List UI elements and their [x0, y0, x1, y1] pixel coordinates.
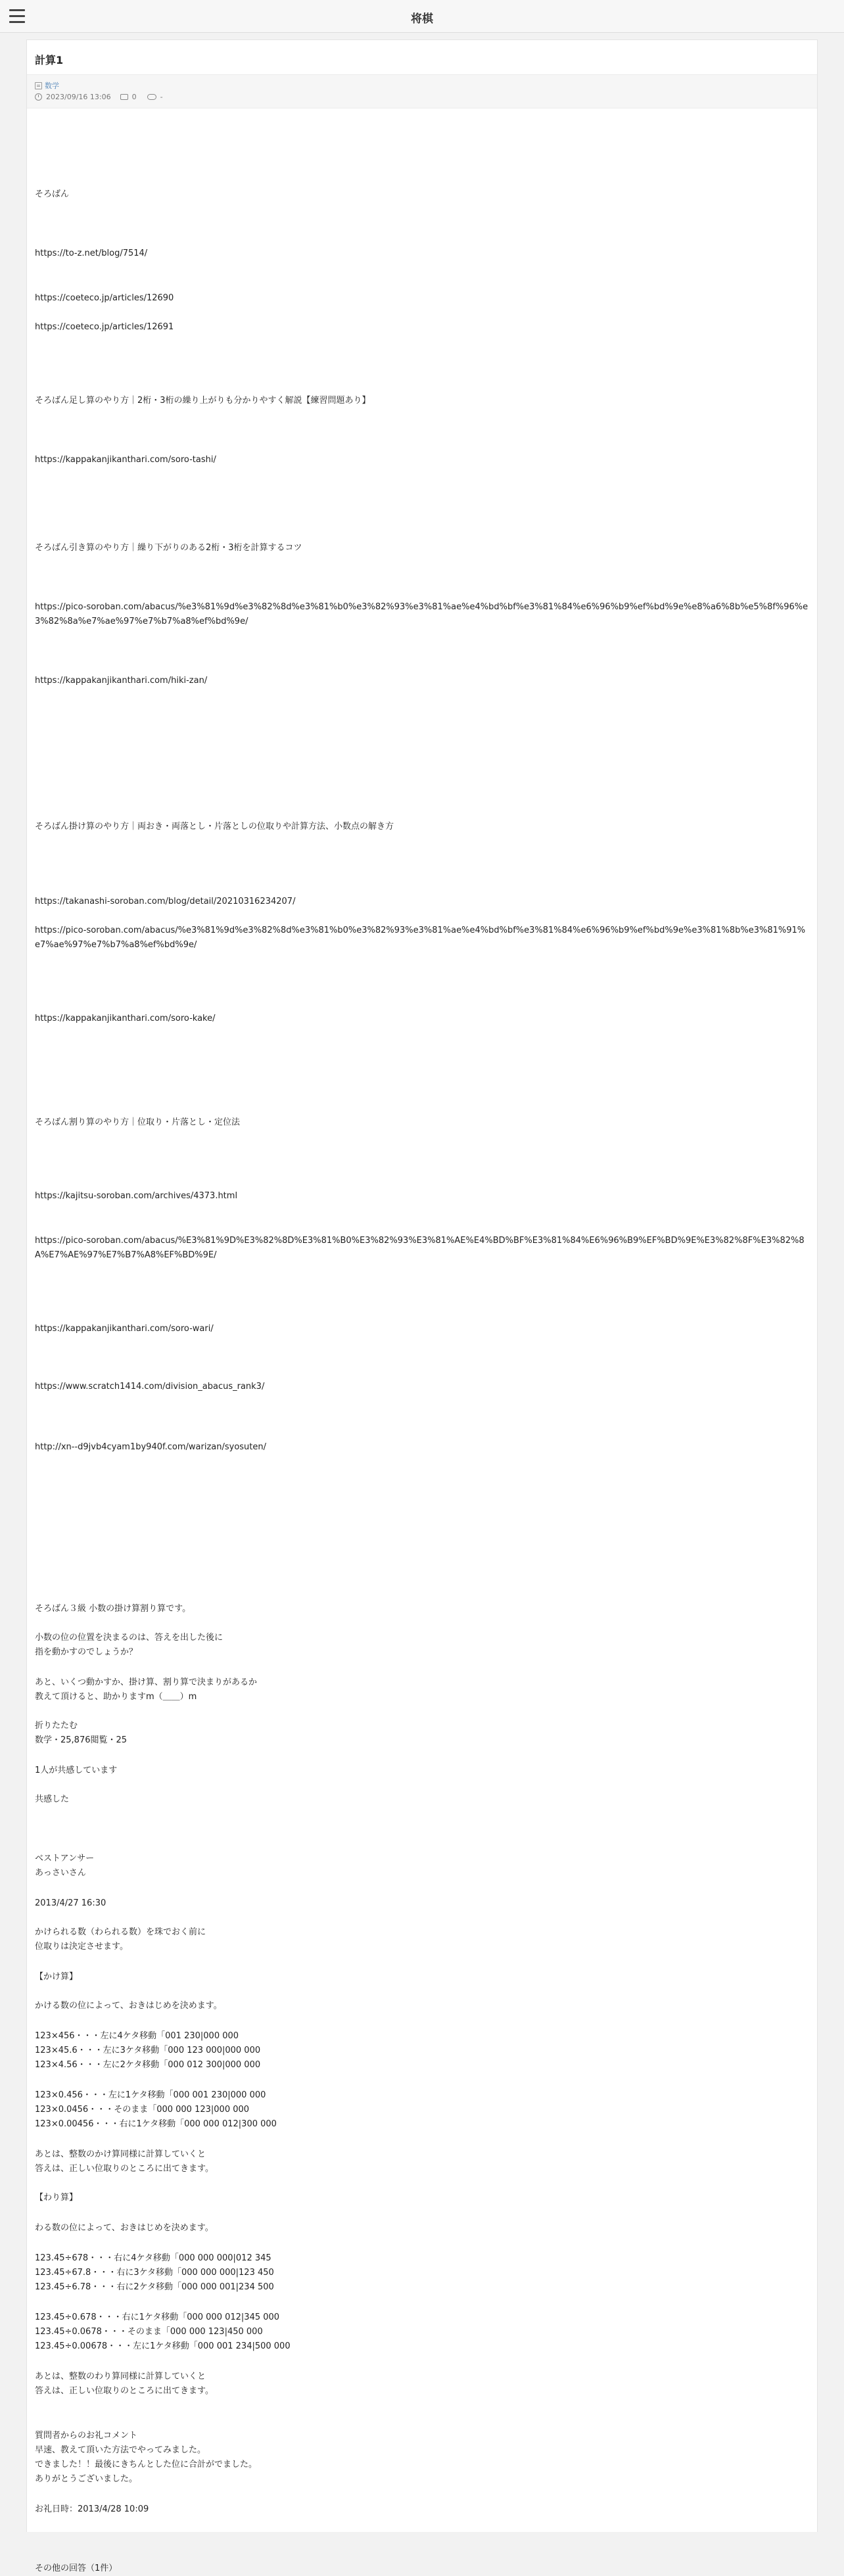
best-answer-label: ベストアンサー	[35, 1854, 95, 1863]
text-line: そろばん	[35, 189, 70, 199]
answer-text: 123.45÷6.78・・・右に2ケタ移動「000 000 001|234 500	[35, 2282, 274, 2292]
link[interactable]: https://kappakanjikanthari.com/soro-tashi/	[35, 455, 216, 465]
question-text: 指を動かすのでしょうか？	[35, 1647, 138, 1657]
answerer-name[interactable]: あっさいさん	[35, 1868, 86, 1878]
link[interactable]: https://kappakanjikanthari.com/hiki-zan/	[35, 676, 208, 686]
share-icon[interactable]	[147, 94, 156, 100]
answer-text: 123×4.56・・・左に2ケタ移動「000 012 300|000 000	[35, 2060, 261, 2070]
link[interactable]: https://to-z.net/blog/7514/	[35, 248, 148, 258]
link[interactable]: https://kappakanjikanthari.com/soro-wari/	[35, 1324, 214, 1334]
link[interactable]: https://coeteco.jp/articles/12691	[35, 322, 174, 332]
answer-text: 123.45÷0.678・・・右に1ケタ移動「000 000 012|345 000	[35, 2312, 280, 2322]
answer-text: 123×0.0456・・・そのまま「000 000 123|000 000	[35, 2105, 250, 2115]
answer-text: 123×45.6・・・左に3ケタ移動「000 123 000|000 000	[35, 2046, 261, 2055]
comment-icon[interactable]	[120, 94, 128, 100]
question-text: 小数の位の位置を決まるのは、答えを出した後に	[35, 1633, 223, 1643]
answer-text: あとは、整数のかけ算同様に計算していくと	[35, 2149, 206, 2159]
thanks-label: 質問者からのお礼コメント	[35, 2431, 138, 2441]
link[interactable]: https://kappakanjikanthari.com/soro-kake/	[35, 1014, 216, 1023]
question-text: 教えて頂けると、助かりますm（＿＿）m	[35, 1692, 197, 1702]
link[interactable]: https://www.scratch1414.com/division_abacus_rank3/	[35, 1382, 265, 1392]
category-link[interactable]: 数学	[45, 82, 59, 90]
thanks-text: 早速、教えて頂いた方法でやってみました。	[35, 2445, 206, 2455]
text-line: そろばん引き算のやり方｜繰り下がりのある2桁・3桁を計算するコツ	[35, 543, 302, 553]
question-stats: 数学・25,876閲覧・25	[35, 1735, 128, 1745]
answer-text: 123.45÷678・・・右に4ケタ移動「000 000 000|012 345	[35, 2253, 271, 2263]
empathy-count: 1人が共感しています	[35, 1766, 118, 1775]
answer-date: 2013/4/27 16:30	[35, 1898, 106, 1908]
post-subinfo	[35, 93, 163, 101]
share-label: -	[160, 93, 163, 101]
clock-icon	[35, 93, 42, 101]
post-title[interactable]: 計算1	[35, 54, 64, 66]
answer-text: あとは、整数のわり算同様に計算していくと	[35, 2372, 206, 2381]
post-card	[26, 39, 818, 2573]
question-text: そろばん３級 小数の掛け算割り算です。	[35, 1604, 191, 1614]
thanks-date: お礼日時：2013/4/28 10:09	[35, 2504, 149, 2514]
link[interactable]: https://takanashi-soroban.com/blog/detail/20210316234207/	[35, 897, 296, 906]
link[interactable]: https://pico-soroban.com/abacus/%e3%81%9d%e3%82%8d%e3%81%b0%e3%82%93%e3%81%ae%e4%bd%bf%e3%81%84%e6%96%b9%ef%bd%9e%e8%a6%8b%e5%8f%96%e3%82%8a%e7%ae%97%e7%b7%a8%ef%bd%9e/	[35, 602, 809, 626]
answer-text: わる数の位によって、おきはじめを決めます。	[35, 2223, 214, 2233]
text-line: そろばん掛け算のやり方｜両おき・両落とし・片落としの位取りや計算方法、小数点の解き方	[35, 822, 394, 831]
answer-text: 123.45÷0.00678・・・左に1ケタ移動「000 001 234|500 000	[35, 2341, 291, 2351]
answer-text: 【わり算】	[35, 2193, 78, 2203]
link[interactable]: https://pico-soroban.com/abacus/%E3%81%9D%E3%82%8D%E3%81%B0%E3%82%93%E3%81%AE%E4%BD%BF%E3%81%84%E6%96%B9%EF%BD%9E%E3%82%8F%E3%82%8A%E7%AE%97%E7%B7%A8%EF%BD%9E/	[35, 1236, 805, 1260]
link[interactable]: http://xn--d9jvb4cyam1by940f.com/warizan/syosuten/	[35, 1442, 267, 1452]
answer-text: 答えは、正しい位取りのところに出てきます。	[35, 2164, 214, 2174]
thanks-text: ありがとうございました。	[35, 2474, 138, 2484]
answer-text: 123.45÷0.0678・・・そのまま「000 000 123|450 000	[35, 2327, 263, 2337]
text-line: そろばん足し算のやり方｜2桁・3桁の繰り上がりも分かりやすく解説【練習問題あり】	[35, 396, 371, 406]
link[interactable]: https://pico-soroban.com/abacus/%e3%81%9d%e3%82%8d%e3%81%b0%e3%82%93%e3%81%ae%e4%bd%bf%e3%81%84%e6%96%b9%ef%bd%9e%e3%81%8b%e3%81%91%e7%ae%97%e7%b7%a8%ef%bd%9e/	[35, 925, 806, 950]
question-text: あと、いくつ動かすか、掛け算、割り算で決まりがあるか	[35, 1677, 258, 1687]
answer-text: 123×0.00456・・・右に1ケタ移動「000 000 012|300 000	[35, 2119, 277, 2129]
other-answers-heading[interactable]: その他の回答（1件）	[35, 2564, 118, 2573]
thanks-text: できました！！最後にきちんとした位に合計がでました。	[35, 2460, 258, 2470]
answer-text: 位取りは決定させます。	[35, 1942, 128, 1952]
answer-text: 【かけ算】	[35, 1972, 78, 1982]
comment-count[interactable]: 0	[131, 93, 137, 101]
link[interactable]: https://coeteco.jp/articles/12690	[35, 293, 174, 303]
text-line: そろばん割り算のやり方｜位取り・片落とし・定位法	[35, 1117, 241, 1127]
answer-text: 123×456・・・左に4ケタ移動「001 230|000 000	[35, 2031, 239, 2041]
folder-icon	[35, 82, 42, 89]
empathy-button[interactable]: 共感した	[35, 1794, 70, 1804]
answer-text: 答えは、正しい位取りのところに出てきます。	[35, 2386, 214, 2396]
answer-text: かける数の位によって、おきはじめを決めます。	[35, 2001, 222, 2011]
answer-text: 123.45÷67.8・・・右に3ケタ移動「000 000 000|123 450	[35, 2268, 274, 2278]
top-bar	[0, 0, 844, 33]
collapse-toggle[interactable]: 折りたたむ	[35, 1721, 78, 1731]
link[interactable]: https://kajitsu-soroban.com/archives/4373.html	[35, 1191, 238, 1201]
site-title[interactable]: 将棋	[411, 12, 433, 26]
post-meta	[27, 74, 817, 108]
post-date: 2023/09/16 13:06	[46, 93, 111, 101]
answer-text: 123×0.456・・・左に1ケタ移動「000 001 230|000 000	[35, 2090, 266, 2100]
answer-text: かけられる数（わられる数）を珠でおく前に	[35, 1927, 206, 1937]
post-category	[35, 80, 59, 91]
